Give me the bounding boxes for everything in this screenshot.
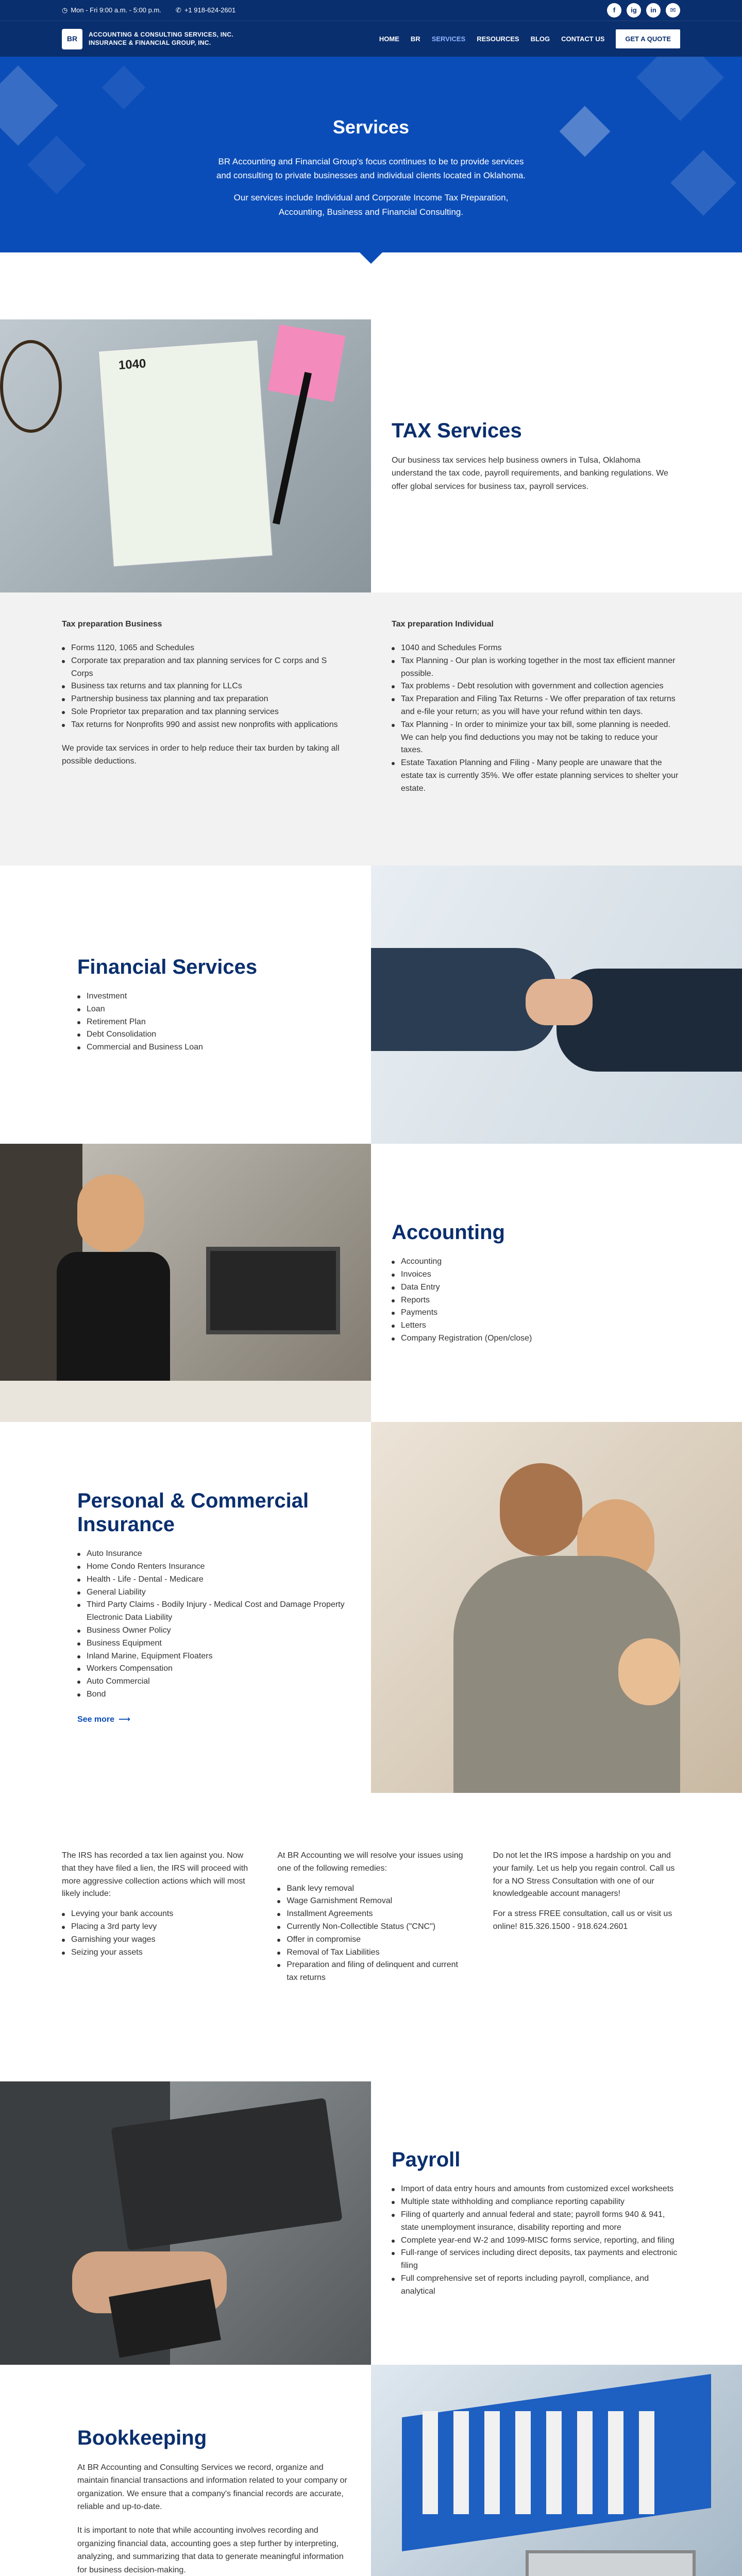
insurance-list <box>77 1548 350 1701</box>
tax-business-list <box>62 642 350 732</box>
list-item: Invoices <box>392 1268 680 1281</box>
nav-item-resources[interactable]: RESOURCES <box>477 35 519 43</box>
list-item: Partnership business tax planning and tax preparation <box>62 693 350 706</box>
list-item: Removal of Tax Liabilities <box>277 1946 464 1959</box>
list-item: Business Owner Policy <box>77 1624 350 1637</box>
irs-col2-intro: At BR Accounting we will resolve your issues using one of the following remedies: <box>277 1851 463 1873</box>
list-item: Auto Commercial <box>77 1675 350 1688</box>
list-item: Full-range of services including direct deposits, tax payments and electronic filing <box>392 2247 680 2273</box>
list-item: Tax problems - Debt resolution with government and collection agencies <box>392 680 680 693</box>
payroll-list <box>392 2183 680 2298</box>
financial-list <box>77 990 350 1054</box>
list-item: Health - Life - Dental - Medicare <box>77 1573 350 1586</box>
facebook-icon[interactable]: f <box>607 3 621 18</box>
list-item: Auto Insurance <box>77 1548 350 1561</box>
phone[interactable]: ✆ +1 918-624-2601 <box>176 5 235 15</box>
list-item: Data Entry <box>392 1281 680 1294</box>
decor-diamond <box>670 150 736 215</box>
tax-individual-list <box>392 642 680 795</box>
insurance-section <box>0 1422 742 1793</box>
list-item: Bond <box>77 1688 350 1701</box>
list-item: Import of data entry hours and amounts from customized excel worksheets <box>392 2183 680 2196</box>
list-item: Accounting <box>392 1256 680 1268</box>
accounting-list <box>392 1256 680 1345</box>
list-item: Tax Planning - In order to minimize your tax bill, some planning is needed. We can help you find deductions you may not be taking to reduce your taxes. <box>392 719 680 757</box>
nav-item-contact[interactable]: CONTACT US <box>561 35 605 43</box>
get-quote-button[interactable]: GET A QUOTE <box>616 29 680 49</box>
list-item: 1040 and Schedules Forms <box>392 642 680 655</box>
clock-icon: ◷ <box>62 6 68 14</box>
arrow-right-icon: ⟶ <box>119 1715 130 1724</box>
nav-item-services[interactable]: SERVICES <box>431 35 466 43</box>
list-item: Full comprehensive set of reports including payroll, compliance, and analytical <box>392 2273 680 2298</box>
irs-col1-intro: The IRS has recorded a tax lien against you. Now that they have filed a lien, the IRS will proceed with more aggressive collection actions which will most likely include: <box>62 1851 248 1899</box>
nav-item-blog[interactable]: BLOG <box>530 35 550 43</box>
list-item: Offer in compromise <box>277 1934 464 1946</box>
instagram-icon[interactable]: ig <box>627 3 641 18</box>
list-item: Third Party Claims - Bodily Injury - Medical Cost and Damage Property Electronic Data Liability <box>77 1599 350 1624</box>
list-item: Company Registration (Open/close) <box>392 1332 680 1345</box>
irs-col1-list <box>62 1908 249 1959</box>
bookkeeping-section <box>0 2365 742 2576</box>
bookkeeping-image <box>371 2365 742 2576</box>
tax-business-title: Tax preparation Business <box>62 620 162 629</box>
list-item: Inland Marine, Equipment Floaters <box>77 1650 350 1663</box>
list-item: Placing a 3rd party levy <box>62 1921 249 1934</box>
hero-text-1: BR Accounting and Financial Group's focus continues to be to provide services and consulting to private businesses and individual clients located in Oklahoma. <box>216 157 526 181</box>
bookkeeping-text-2: It is important to note that while accounting involves recording and organizing financial data, accounting goes a step further by interpreting, analyzing, and summarizing that data to generate meaningful information for business decision-making. <box>77 2526 344 2574</box>
insurance-title: Personal & Commercial Insurance <box>77 1489 309 1536</box>
list-item: Business Equipment <box>77 1637 350 1650</box>
list-item: Tax Preparation and Filing Tax Returns - We offer preparation of tax returns and e-file your return; as you will have your refund within ten days. <box>392 693 680 719</box>
email-icon[interactable]: ✉ <box>666 3 680 18</box>
accounting-image <box>0 1144 371 1422</box>
irs-col3-cta: For a stress FREE consultation, call us or visit us online! 815.326.1500 - 918.624.2601 <box>493 1909 672 1931</box>
list-item: Business tax returns and tax planning for LLCs <box>62 680 350 693</box>
top-bar <box>0 0 742 21</box>
list-item: Multiple state withholding and compliance reporting capability <box>392 2196 680 2209</box>
bookkeeping-title: Bookkeeping <box>77 2426 207 2449</box>
list-item: Levying your bank accounts <box>62 1908 249 1921</box>
phone-icon: ✆ <box>175 6 181 14</box>
payroll-section <box>0 2081 742 2365</box>
list-item: Home Condo Renters Insurance <box>77 1561 350 1573</box>
list-item: Retirement Plan <box>77 1016 350 1029</box>
list-item: Debt Consolidation <box>77 1028 350 1041</box>
nav-item-br[interactable]: BR <box>410 35 420 43</box>
tax-title: TAX Services <box>392 419 522 442</box>
family-image <box>371 1422 742 1793</box>
decor-diamond <box>636 57 724 121</box>
accounting-section <box>0 1144 742 1422</box>
hours: ◷ Mon - Fri 9:00 a.m. - 5:00 p.m. <box>62 5 161 15</box>
tax-services-section <box>0 319 742 592</box>
tax-text: Our business tax services help business owners in Tulsa, Oklahoma understand the tax code, payroll requirements, and banking regulations. We offer global services for business tax, payroll services. <box>392 455 668 491</box>
list-item: Letters <box>392 1319 680 1332</box>
tax-detail-section <box>0 592 742 866</box>
hero-text-2: Our services include Individual and Corporate Income Tax Preparation, Accounting, Business and Financial Consulting. <box>233 193 509 217</box>
payroll-title: Payroll <box>392 2148 461 2172</box>
hero <box>0 57 742 252</box>
list-item: Corporate tax preparation and tax planning services for C corps and S Corps <box>62 655 350 681</box>
list-item: Bank levy removal <box>277 1883 464 1895</box>
list-item: Seizing your assets <box>62 1946 249 1959</box>
tax-individual-title: Tax preparation Individual <box>392 620 494 629</box>
list-item: Estate Taxation Planning and Filing - Many people are unaware that the estate tax is currently 35%. We offer estate planning services to shelter your estate. <box>392 757 680 795</box>
list-item: Complete year-end W-2 and 1099-MISC forms service, reporting, and filing <box>392 2234 680 2247</box>
list-item: Investment <box>77 990 350 1003</box>
list-item: Sole Proprietor tax preparation and tax planning services <box>62 706 350 719</box>
list-item: Tax Planning - Our plan is working together in the most tax efficient manner possible. <box>392 655 680 681</box>
nav-menu <box>379 29 680 49</box>
hero-arrow <box>360 252 382 264</box>
main-nav <box>0 21 742 57</box>
payroll-image <box>0 2081 371 2365</box>
list-item: Tax returns for Nonprofits 990 and assist new nonprofits with applications <box>62 719 350 732</box>
linkedin-icon[interactable]: in <box>646 3 661 18</box>
accounting-title: Accounting <box>392 1221 505 1244</box>
decor-diamond <box>27 135 86 194</box>
list-item: Reports <box>392 1294 680 1307</box>
tax-business-note: We provide tax services in order to help reduce their tax burden by taking all possible deductions. <box>62 743 340 766</box>
list-item: Currently Non-Collectible Status ("CNC") <box>277 1921 464 1934</box>
financial-section <box>0 866 742 1144</box>
brand[interactable] <box>62 29 233 49</box>
irs-section <box>0 1793 742 2081</box>
list-item: Workers Compensation <box>77 1663 350 1675</box>
list-item: Garnishing your wages <box>62 1934 249 1946</box>
logo: BR <box>62 29 82 49</box>
irs-col2-list <box>277 1883 464 1985</box>
tax-form-image: 1040 <box>0 319 371 592</box>
list-item: Installment Agreements <box>277 1908 464 1921</box>
list-item: Commercial and Business Loan <box>77 1041 350 1054</box>
list-item: Wage Garnishment Removal <box>277 1895 464 1908</box>
list-item: Loan <box>77 1003 350 1016</box>
list-item: General Liability <box>77 1586 350 1599</box>
list-item: Payments <box>392 1307 680 1319</box>
handshake-image <box>371 866 742 1144</box>
page-title: Services <box>332 116 410 138</box>
list-item: Preparation and filing of delinquent and current tax returns <box>277 1959 464 1985</box>
brand-line-1: ACCOUNTING & CONSULTING SERVICES, INC. <box>89 30 233 38</box>
list-item: Filing of quarterly and annual federal and state; payroll forms 940 & 941, state unemployment insurance, disability reporting and more <box>392 2209 680 2234</box>
financial-title: Financial Services <box>77 956 258 978</box>
nav-item-home[interactable]: HOME <box>379 35 399 43</box>
irs-col3-text: Do not let the IRS impose a hardship on you and your family. Let us help you regain control. Call us for a NO Stress Consultation with one of our knowledgeable account managers! <box>493 1851 675 1899</box>
bookkeeping-text-1: At BR Accounting and Consulting Services we record, organize and maintain financial transactions and information related to your company or organization. We ensure that a company's financial records are accurate, reliable and up-to-date. <box>77 2463 347 2512</box>
decor-diamond <box>102 66 146 110</box>
see-more-link[interactable]: See more ⟶ <box>77 1714 350 1726</box>
brand-line-2: INSURANCE & FINANCIAL GROUP, INC. <box>89 39 211 46</box>
list-item: Forms 1120, 1065 and Schedules <box>62 642 350 655</box>
